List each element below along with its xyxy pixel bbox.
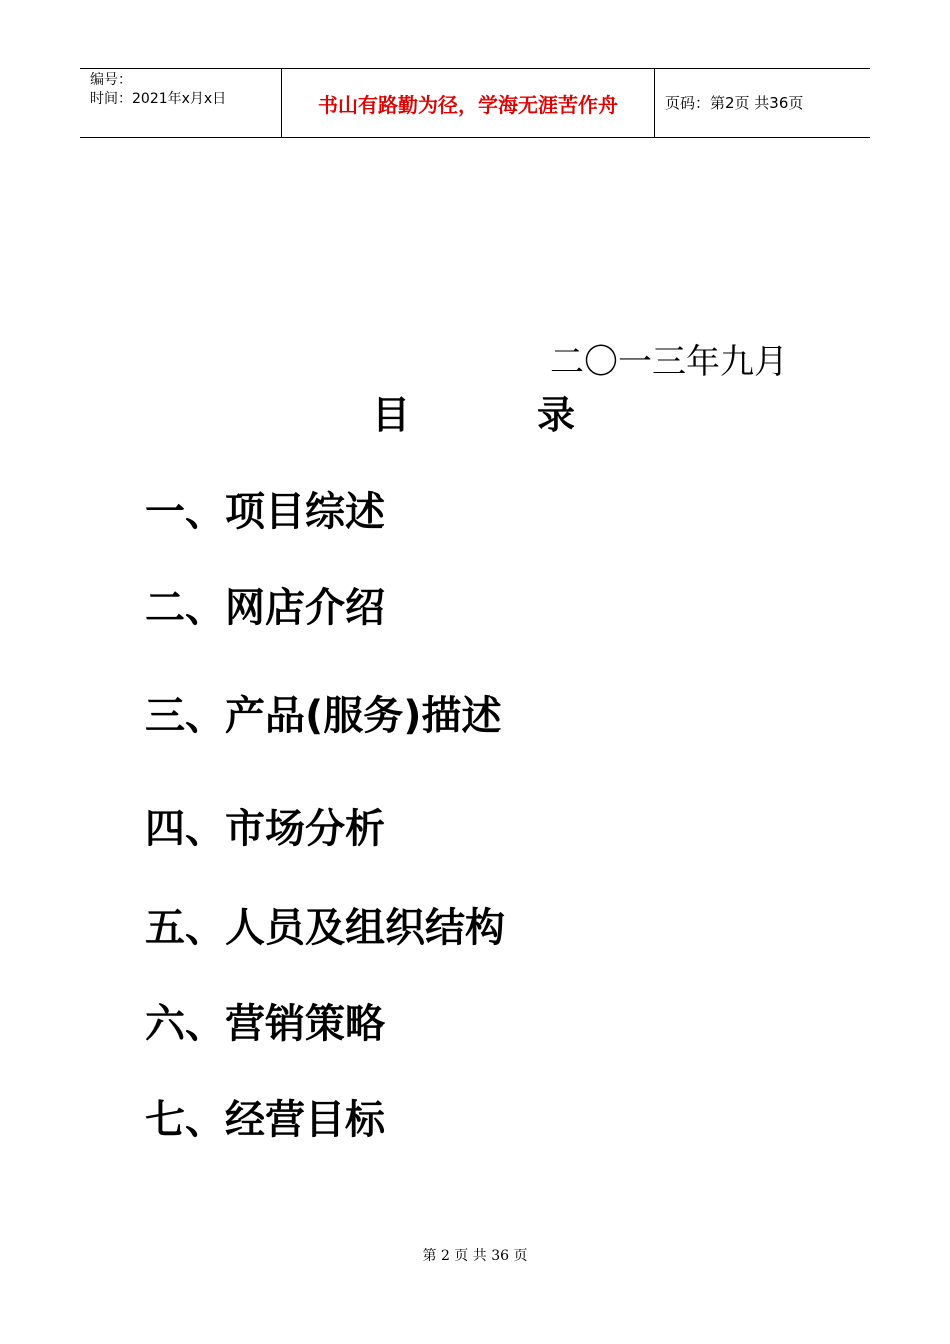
doc-time-label: 时间：2021年x月x日 (90, 91, 227, 107)
toc-item: 三、产品(服务)描述 (145, 693, 502, 739)
toc-item: 二、网店介绍 (145, 585, 385, 631)
header-page-cell (655, 69, 870, 137)
header-page-info: 页码：第2页 共36页 (665, 94, 804, 112)
header-motto-cell (282, 69, 655, 137)
toc-title-char-2: 录 (537, 393, 576, 437)
header-motto: 书山有路勤为径，学海无涯苦作舟 (318, 93, 618, 117)
toc-item: 六、营销策略 (145, 1001, 385, 1047)
date-line: 二〇一三年九月 (550, 342, 788, 382)
toc-item: 七、经营目标 (145, 1097, 385, 1143)
toc-item: 四、市场分析 (145, 806, 385, 852)
toc-item: 五、人员及组织结构 (145, 905, 505, 951)
page-header (80, 68, 870, 138)
header-meta-cell (80, 69, 282, 137)
doc-number-label: 编号： (90, 72, 132, 88)
toc-title-char-1: 目 (372, 393, 411, 437)
page-footer: 第 2 页 共 36 页 (422, 1248, 528, 1264)
toc-item: 一、项目综述 (145, 489, 385, 535)
